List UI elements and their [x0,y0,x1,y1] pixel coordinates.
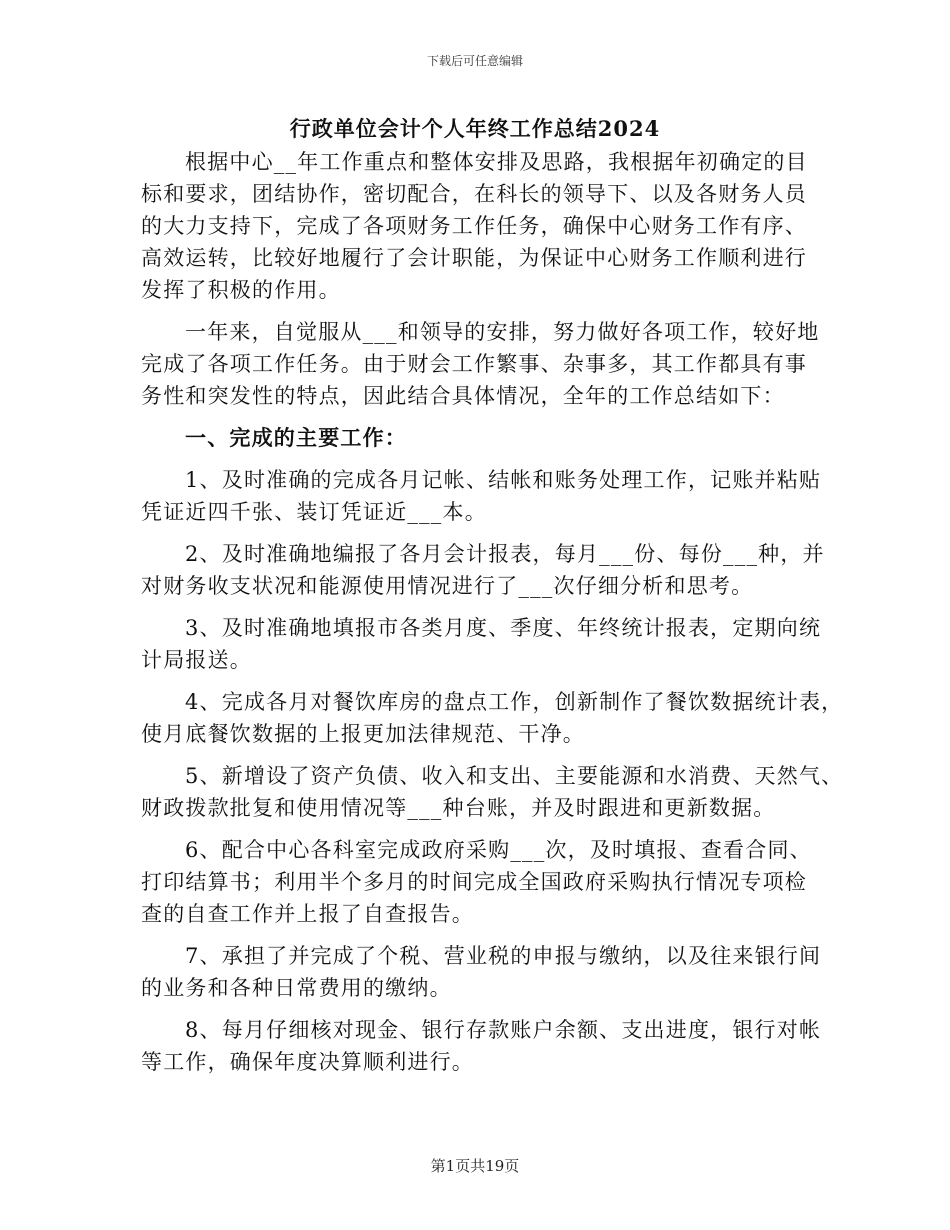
text-line: 5、新增设了资产负债、收入和支出、主要能源和水消费、天然气、 [185,764,844,788]
text-line: 的大力支持下，完成了各项财务工作任务，确保中心财务工作有序、 [141,214,807,238]
list-item [141,538,826,602]
list-item [141,940,826,1004]
text-line: 打印结算书；利用半个多月的时间完成全国政府采购执行情况专项检 [141,870,807,894]
list-item [141,612,826,676]
text-line: 财政拨款批复和使用情况等___种台账，并及时跟进和更新数据。 [141,796,776,820]
heading-text: 一、完成的主要工作： [185,425,407,450]
list-item [141,1014,826,1078]
text-line: 4、完成各月对餐饮库房的盘点工作，创新制作了餐饮数据统计表， [185,690,844,714]
text-line: 高效运转，比较好地履行了会计职能，为保证中心财务工作顺利进行 [141,246,807,270]
page-header: 下载后可任意编辑 [426,54,523,68]
text-line: 发挥了积极的作用。 [141,278,341,302]
list-item [141,760,844,824]
text-line: 的业务和各种日常费用的缴纳。 [141,976,452,1000]
text-line: 6、配合中心各科室完成政府采购___次，及时填报、查看合同、 [185,838,812,862]
text-line: 7、承担了并完成了个税、营业税的申报与缴纳，以及往来银行间 [185,944,822,968]
text-line: 查的自查工作并上报了自查报告。 [141,902,474,926]
text-line: 根据中心__年工作重点和整体安排及思路，我根据年初确定的目 [185,150,808,174]
text-line: 8、每月仔细核对现金、银行存款账户余额、支出进度，银行对帐 [185,1018,822,1042]
text-line: 对财务收支状况和能源使用情况进行了___次仔细分析和思考。 [141,574,754,598]
section-heading [141,422,826,454]
document-body [141,146,844,1078]
text-line: 1、及时准确的完成各月记帐、结帐和账务处理工作，记账并粘贴 [185,468,822,492]
text-line: 3、及时准确地填报市各类月度、季度、年终统计报表，定期向统 [185,616,822,640]
list-item [141,464,826,528]
text-line: 标和要求，团结协作，密切配合，在科长的领导下、以及各财务人员 [141,182,807,206]
text-line: 等工作，确保年度决算顺利进行。 [141,1050,474,1074]
text-line: 一年来，自觉服从___和领导的安排，努力做好各项工作，较好地 [185,320,820,344]
text-line: 使月底餐饮数据的上报更加法律规范、干净。 [141,722,585,746]
list-item [141,686,844,750]
text-line: 2、及时准确地编报了各月会计报表，每月___份、每份___种，并 [185,542,825,566]
paragraph [141,146,826,306]
paragraph [141,316,826,412]
text-line: 务性和突发性的特点，因此结合具体情况，全年的工作总结如下： [141,384,785,408]
text-line: 凭证近四千张、装订凭证近___本。 [141,500,487,524]
list-item [141,834,826,930]
text-line: 完成了各项工作任务。由于财会工作繁事、杂事多，其工作都具有事 [141,352,807,376]
document-title: 行政单位会计个人年终工作总结2024 [289,116,661,141]
page-footer: 第1页共19页 [430,1157,520,1175]
text-line: 计局报送。 [141,648,252,672]
